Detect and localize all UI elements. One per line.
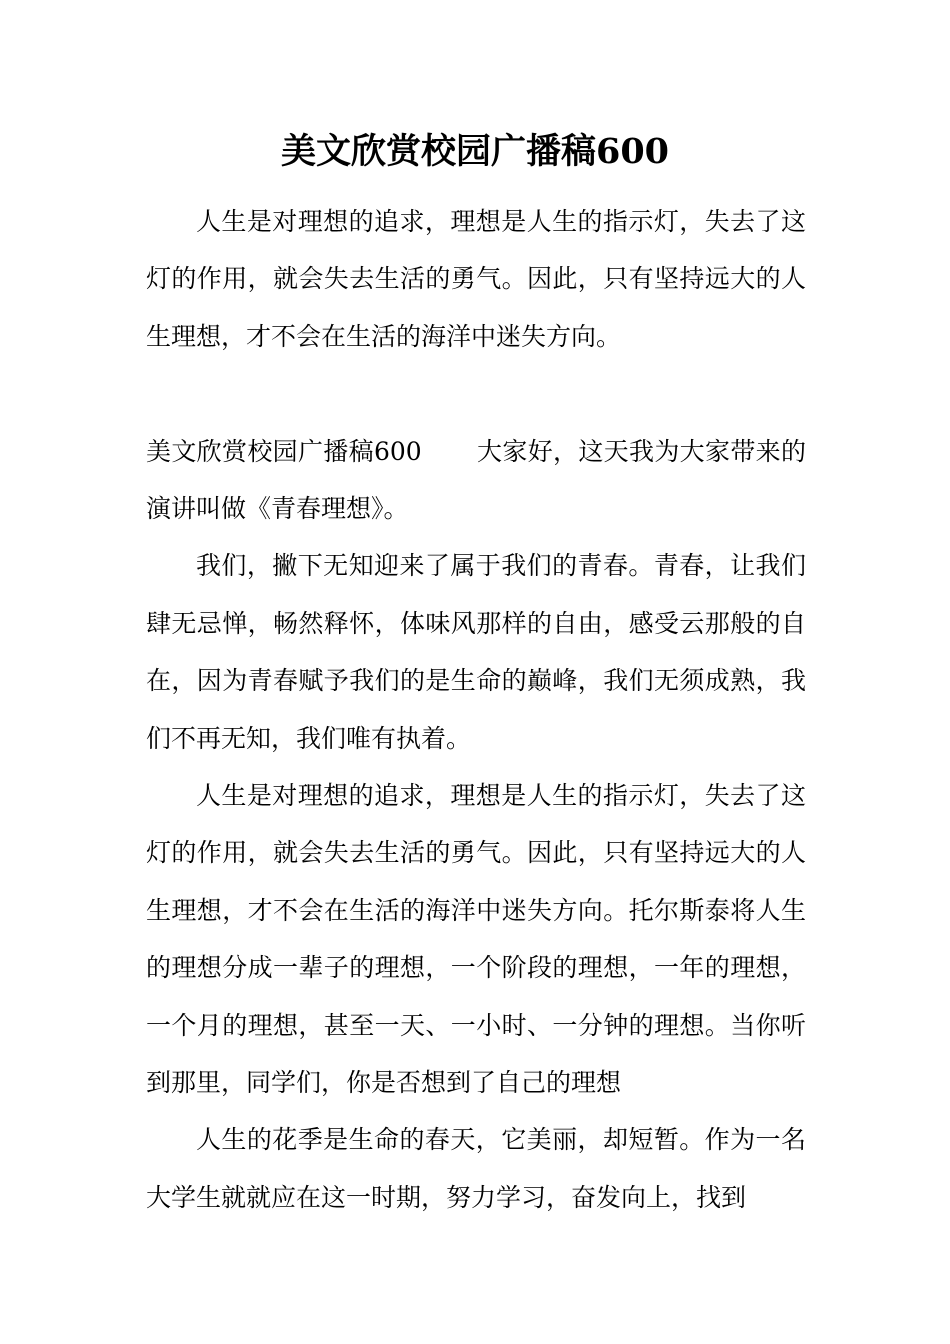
body-paragraph-3: 人生的花季是生命的春天，它美丽，却短暂。作为一名大学生就就应在这一时期，努力学习，奋发向上，找到 bbox=[146, 1125, 806, 1212]
body-paragraph-1: 我们，撇下无知迎来了属于我们的青春。青春，让我们肆无忌惮，畅然释怀，体味风那样的自由，感受云那般的自在，因为青春赋予我们的是生命的巅峰，我们无须成熟，我们不再无知，我们唯有执着。 bbox=[146, 551, 806, 753]
intro-paragraph: 人生是对理想的追求，理想是人生的指示灯，失去了这灯的作用，就会失去生活的勇气。因此，只有坚持远大的人生理想，才不会在生活的海洋中迷失方向。 bbox=[146, 207, 806, 351]
paragraph-spacer bbox=[146, 365, 806, 422]
document-title: 美文欣赏校园广播稿600 bbox=[280, 131, 670, 172]
section-opening: 大家好，这天我为大家带来的演讲叫做《青春理想》。 bbox=[146, 436, 806, 524]
section-opening-paragraph bbox=[146, 423, 806, 538]
body-paragraph-2: 人生是对理想的追求，理想是人生的指示灯，失去了这灯的作用，就会失去生活的勇气。因此，只有坚持远大的人生理想，才不会在生活的海洋中迷失方向。托尔斯泰将人生的理想分成一辈子的理想，一个阶段的理想，一年的理想，一个月的理想，甚至一天、一小时、一分钟的理想。当你听到那里，同学们，你是否想到了自己的理想 bbox=[146, 781, 806, 1098]
document-body bbox=[146, 193, 806, 1226]
section-heading: 美文欣赏校园广播稿600 bbox=[146, 436, 422, 466]
